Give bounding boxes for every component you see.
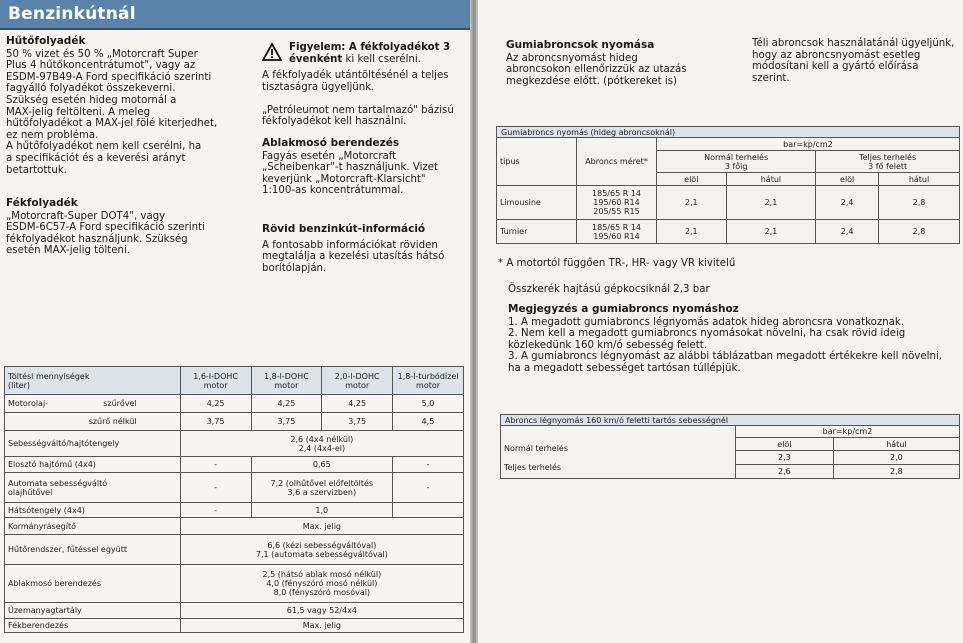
winter-tyre-body: Téli abroncsok használatánál ügyeljünk, hogy az abroncsnyomást esetleg módosítani kell a gyártó előírása szerint. xyxy=(752,38,955,84)
table-cell: 2,1 xyxy=(657,186,727,220)
awd-pressure-text: Összkerék hajtású gépkocsiknál 2,3 bar xyxy=(508,284,710,295)
row-label: Teljes terhelés xyxy=(504,463,562,472)
rear-header: hátul xyxy=(879,173,960,186)
front-header: elöl xyxy=(657,173,727,186)
table-cell: 4,25 xyxy=(251,395,322,413)
speed-table-caption: Abroncs légnyomás 160 km/ó feletti tartós sebességnél xyxy=(500,414,960,426)
table-row xyxy=(5,473,464,503)
capacities-table xyxy=(4,366,464,633)
brake-fluid-title: Fékfolyadék xyxy=(6,197,78,209)
fuel-info-title: Rövid benzinkút-információ xyxy=(262,223,426,235)
awd-pressure xyxy=(508,284,958,296)
rear-header: hátul xyxy=(833,438,959,451)
table-cell: 4,5 xyxy=(393,413,464,431)
table-cell: 4,25 xyxy=(322,395,393,413)
row-label: Kormányrásegítő xyxy=(5,518,181,535)
tyre-pressure-title: Gumiabroncsok nyomása xyxy=(506,39,655,51)
table-cell: - xyxy=(180,457,251,473)
tyre-size-header: Abroncs méret* xyxy=(577,138,657,186)
oil-label: Motorolaj- xyxy=(8,399,49,408)
table-row xyxy=(497,220,960,244)
coolant-body: 50 % vizet és 50 % „Motorcraft Super Plus 4 hűtőkoncentrátumot", vagy az ESDM-97B49-A Ford specifikáció szerinti fagyálló folyadékot összekeverni. Szükség esetén hideg motornál a MAX-jelig feltölteni. A meleg hűtőfolyadékot a MAX-jel fölé kiterjedhet, ez nem probléma. A hűtőfolyadékot nem kell cserélni, ha a specifikációt és a keverési arányt betartottuk. xyxy=(6,48,218,176)
table-cell: 3,75 xyxy=(322,413,393,431)
row-label: Sebességváltó/hajtótengely xyxy=(5,431,181,457)
fuel-info-section xyxy=(262,224,467,274)
table-cell: 2,6 xyxy=(736,465,834,479)
table-cell: Max. jelig xyxy=(180,518,463,535)
tyre-footnote xyxy=(498,258,958,270)
front-header: elöl xyxy=(816,173,879,186)
capacities-header-16: 1,6-l-DOHC motor xyxy=(180,367,251,395)
tyre-unit-header: bar=kp/cm2 xyxy=(657,138,960,151)
book-gutter xyxy=(470,0,478,643)
washer-section xyxy=(262,138,467,197)
table-cell: Max. jelig xyxy=(180,619,463,633)
table-cell: 3,75 xyxy=(251,413,322,431)
oil-with-filter-label: szűrővel xyxy=(103,399,137,408)
warning-heading xyxy=(289,42,464,65)
table-row xyxy=(5,431,464,457)
page-header xyxy=(0,0,470,30)
capacities-header-20: 2,0-l-DOHC motor xyxy=(322,367,393,395)
table-row xyxy=(5,619,464,633)
rear-header: hátul xyxy=(726,173,816,186)
row-label: Ablakmosó berendezés xyxy=(5,565,181,603)
table-row xyxy=(5,503,464,518)
table-cell: 2,3 xyxy=(736,451,834,465)
row-label: Automata sebességváltó olajhűtővel xyxy=(5,473,181,503)
table-row xyxy=(5,518,464,535)
tyre-type-header: típus xyxy=(497,138,577,186)
table-cell: 2,5 (hátsó ablak mosó nélkül) 4,0 (fényszóró mosó nélkül) 8,0 (fényszóró mosóval) xyxy=(180,565,463,603)
full-load-header: Teljes terhelés 3 fő felett xyxy=(816,151,960,173)
warning-section xyxy=(262,70,467,128)
table-cell: - xyxy=(180,473,251,503)
table-row xyxy=(497,186,960,220)
tyre-pressure-table xyxy=(496,137,960,244)
table-cell: 5,0 xyxy=(393,395,464,413)
table-cell: - xyxy=(180,503,251,518)
table-cell: 2,4 xyxy=(816,220,879,244)
table-cell: 2,4 xyxy=(816,186,879,220)
row-label: Elosztó hajtómű (4x4) xyxy=(5,457,181,473)
tyre-note-section xyxy=(508,304,963,375)
washer-title: Ablakmosó berendezés xyxy=(262,137,400,149)
tyre-note-title: Megjegyzés a gumiabroncs nyomáshoz xyxy=(508,303,739,315)
oil-without-filter-label: szűrő nélkül xyxy=(88,417,137,426)
page-title: Benzinkútnál xyxy=(8,4,136,24)
table-row xyxy=(5,413,464,431)
brake-fluid-section xyxy=(6,198,246,257)
tyre-pressure-section xyxy=(506,40,736,87)
row-label: Normál terhelés xyxy=(504,444,568,453)
fuel-info-body: A fontosabb információkat röviden megtalálja a kezelési utasítás hátsó borítólapján. xyxy=(262,239,445,274)
table-row xyxy=(5,603,464,619)
table-cell: - xyxy=(393,473,464,503)
tyre-table-caption: Gumiabroncs nyomás (hideg abroncsoknál) xyxy=(496,126,960,138)
table-row xyxy=(5,395,464,413)
table-cell: 61,5 vagy 52/4x4 xyxy=(180,603,463,619)
table-cell: 2,1 xyxy=(726,220,816,244)
table-cell: 2,6 (4x4 nélkül) 2,4 (4x4-el) xyxy=(180,431,463,457)
front-header: elöl xyxy=(736,438,834,451)
table-cell: 2,8 xyxy=(833,465,959,479)
row-label: Üzemanyagtartály xyxy=(5,603,181,619)
left-page xyxy=(0,0,470,643)
winter-tyre-note xyxy=(752,38,962,84)
table-row xyxy=(5,565,464,603)
tyre-pressure-body: Az abroncsnyomást hideg abroncsokon ellenőrizzük az utazás megkezdése előtt. (pótkereket is) xyxy=(506,52,687,87)
tyre-footnote-text: * A motortól függően TR-, HR- vagy VR kivitelű xyxy=(498,258,736,269)
coolant-section xyxy=(6,36,246,176)
table-cell: 2,8 xyxy=(879,186,960,220)
row-label: Fékberendezés xyxy=(5,619,181,633)
warning-triangle-icon xyxy=(262,43,282,61)
table-cell: 185/65 R 14 195/60 R14 xyxy=(577,220,657,244)
table-cell: 2,8 xyxy=(879,220,960,244)
warning-title: Figyelem: A fékfolyadékot 3 évenként xyxy=(289,42,451,65)
capacities-header-diesel: 1,8-l-turbódízel motor xyxy=(393,367,464,395)
table-cell: 185/65 R 14 195/60 R14 205/55 R15 xyxy=(577,186,657,220)
capacities-header-18: 1,8-l-DOHC motor xyxy=(251,367,322,395)
table-cell: 3,75 xyxy=(180,413,251,431)
table-cell: 7,2 (olhűtővel előfeltöltés 3,6 a szervizben) xyxy=(251,473,393,503)
warning-title-rest: ki kell cserélni. xyxy=(342,53,421,65)
table-cell: 2,0 xyxy=(833,451,959,465)
table-cell: 1,0 xyxy=(251,503,393,518)
table-cell: 0,65 xyxy=(251,457,393,473)
row-label: Turnier xyxy=(497,220,577,244)
washer-body: Fagyás esetén „Motorcraft „Scheibenkar"-t használjunk. Vizet keverjünk „Motorcraft-Klarsicht" 1:100-as koncentrátummal. xyxy=(262,150,439,197)
table-cell xyxy=(393,503,464,518)
speed-unit-header: bar=kp/cm2 xyxy=(736,426,960,438)
right-page xyxy=(478,0,963,643)
normal-load-header: Normál terhelés 3 főig xyxy=(657,151,816,173)
table-row xyxy=(5,457,464,473)
row-label: Limousine xyxy=(497,186,577,220)
table-cell: 2,1 xyxy=(726,186,816,220)
capacities-header-label: Töltési mennyiségek (liter) xyxy=(5,367,181,395)
tyre-note-body: 1. A megadott gumiabroncs légnyomás adatok hideg abroncsra vonatkoznak. 2. Nem kell a megadott gumiabroncs nyomásokat növelni, ha csak rövid ideig közlekedünk 160 km/ó sebesség felett. 3. A gumiabroncs légnyomást az alábbi táblázatban megadott értékekre kell növelni, ha a megadott sebességet tartósan túllépjük. xyxy=(508,316,943,374)
row-labels-cell xyxy=(501,426,736,479)
table-cell: - xyxy=(393,457,464,473)
row-label: Hűtőrendszer, fűtéssel együtt xyxy=(5,535,181,565)
brake-fluid-body: „Motorcraft-Super DOT4", vagy ESDM-6C57-A Ford specifikáció szerinti fékfolyadékot használjunk. Szükség esetén MAX-jelig tölteni. xyxy=(6,210,205,257)
table-cell: 4,25 xyxy=(180,395,251,413)
high-speed-pressure-table xyxy=(500,425,960,479)
table-row xyxy=(5,535,464,565)
row-label: Hátsótengely (4x4) xyxy=(5,503,181,518)
table-cell: 2,1 xyxy=(657,220,727,244)
warning-body: A fékfolyadék utántöltésénél a teljes tisztaságra ügyeljünk. „Petróleumot nem tartalmazó" bázisú fékfolyadékot kell használni. xyxy=(262,70,454,128)
table-cell: 6,6 (kézi sebességváltóval) 7,1 (automata sebességváltóval) xyxy=(180,535,463,565)
coolant-title: Hűtőfolyadék xyxy=(6,35,86,47)
